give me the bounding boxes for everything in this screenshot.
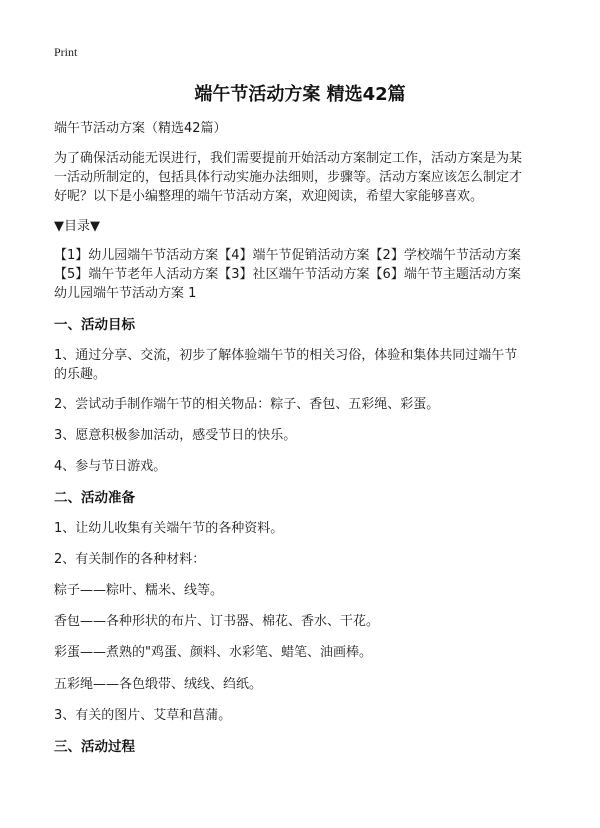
toc-label: ▼目录▼ [54,219,100,234]
content-line: 1、通过分享、交流，初步了解体验端午节的相关习俗，体验和集体共同过端午节 [54,348,518,363]
intro-line: 好呢？以下是小编整理的端午节活动方案，欢迎阅读，希望大家能够喜欢。 [54,189,484,204]
content-line: 香包——各种形状的布片、订书器、棉花、香水、干花。 [54,614,380,629]
content-line: 的乐趣。 [54,367,107,382]
content-line: 4、参与节日游戏。 [54,459,167,474]
intro-line: 为了确保活动能无误进行，我们需要提前开始活动方案制定工作，活动方案是为某 [54,151,523,166]
section-heading: 一、活动目标 [54,317,135,333]
section-title: 幼儿园端午节活动方案 1 [54,286,197,301]
content-line: 彩蛋——煮熟的"鸡蛋、颜料、水彩笔、蜡笔、油画棒。 [54,645,372,660]
print-label: Print [54,45,78,59]
content-line: 五彩绳——各色缎带、绒线、绉纸。 [54,677,263,692]
content-line: 1、让幼儿收集有关端午节的各种资料。 [54,521,284,536]
content-line: 3、愿意积极参加活动，感受节日的快乐。 [54,428,297,443]
intro-line: 一活动所制定的，包括具体行动实施办法细则，步骤等。活动方案应该怎么制定才 [54,170,523,185]
content-line: 3、有关的图片、艾草和菖蒲。 [54,708,232,723]
toc-line[interactable]: 【5】端午节老年人活动方案【3】社区端午节活动方案【6】端午节主题活动方案 [54,267,521,282]
content-line: 粽子——粽叶、糯米、线等。 [54,583,224,598]
document-title: 端午节活动方案 精选42篇 [194,84,406,105]
subtitle: 端午节活动方案（精选42篇） [54,121,227,136]
toc-line[interactable]: 【1】幼儿园端午节活动方案【4】端午节促销活动方案【2】学校端午节活动方案 [54,248,521,263]
section-heading: 三、活动过程 [54,739,135,755]
content-line: 2、尝试动手制作端午节的相关物品：粽子、香包、五彩绳、彩蛋。 [54,397,440,412]
content-line: 2、有关制作的各种材料： [54,552,206,567]
section-heading: 二、活动准备 [54,490,135,506]
